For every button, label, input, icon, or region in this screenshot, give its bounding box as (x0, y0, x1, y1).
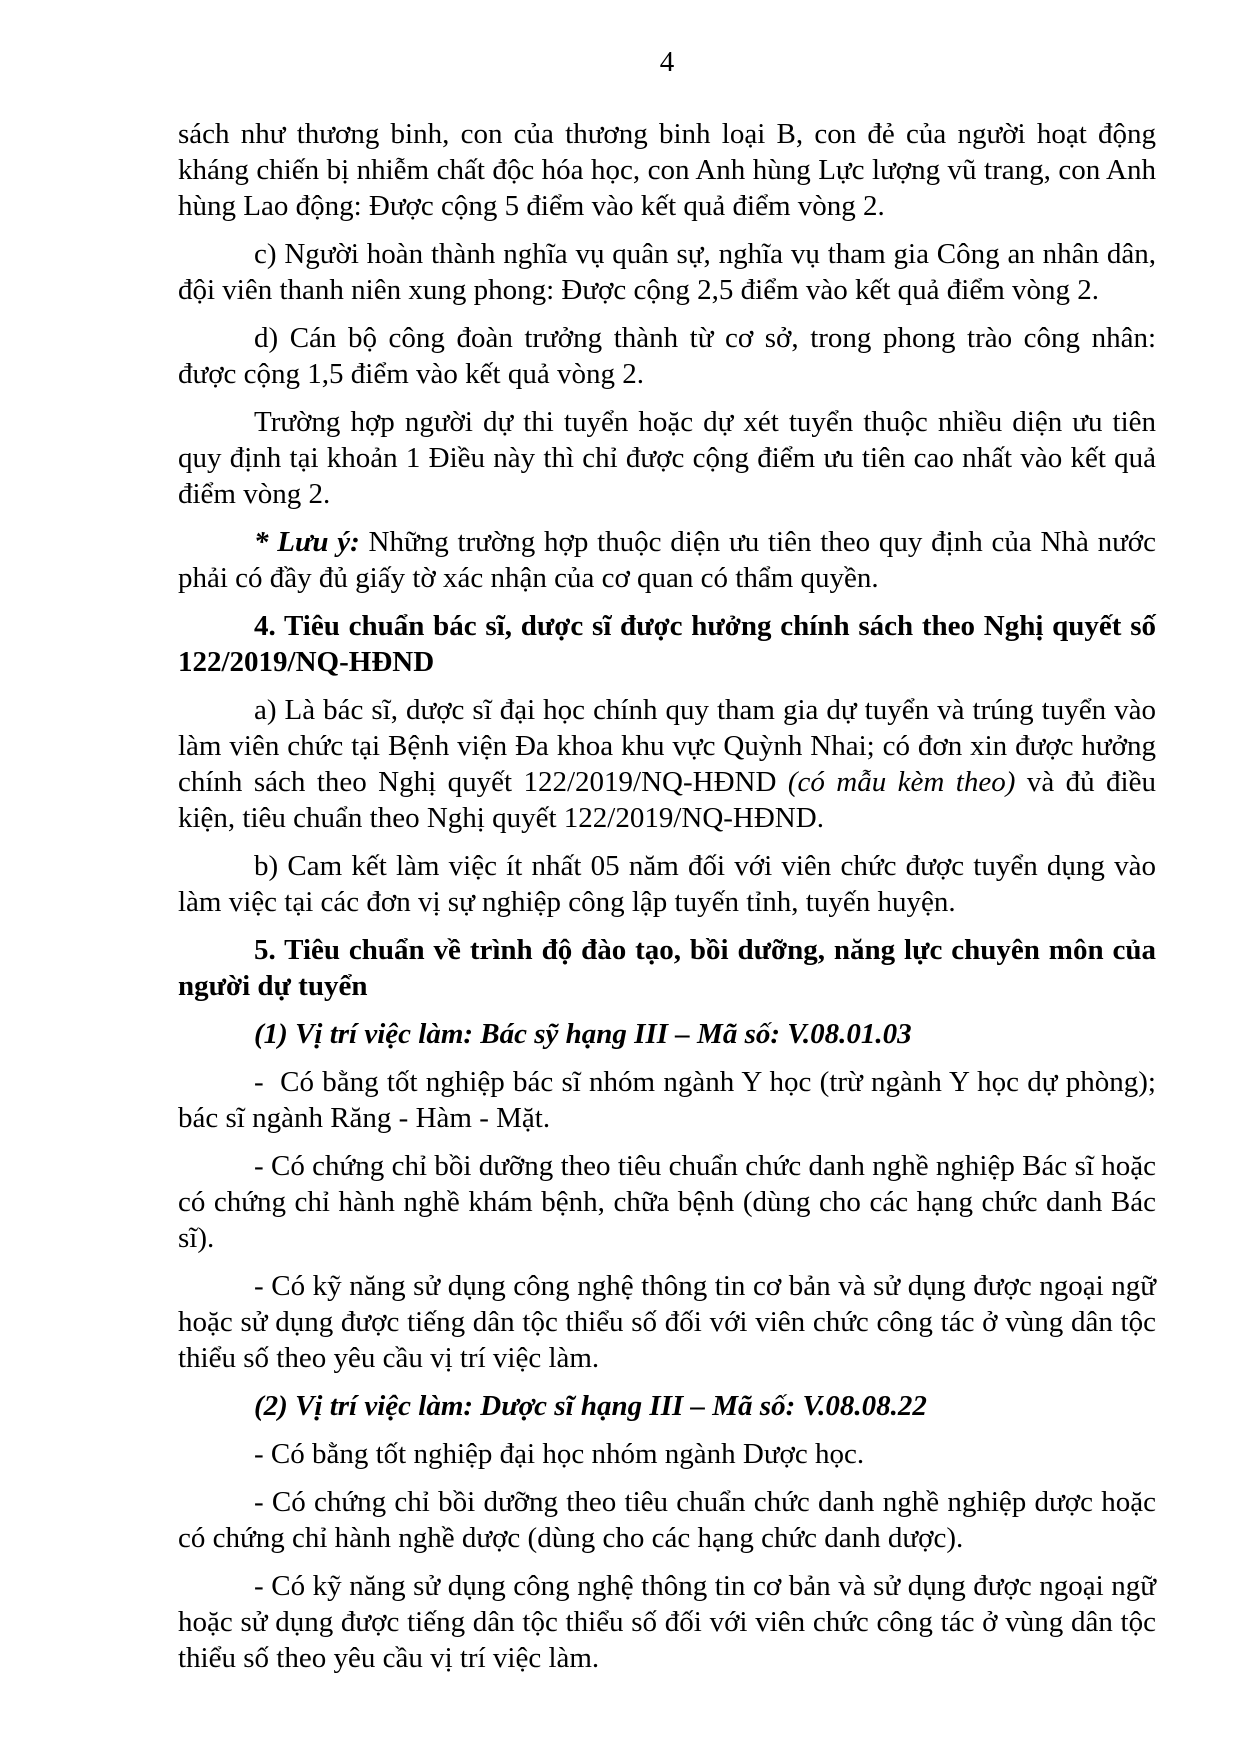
bullet-doctor-it-language: - Có kỹ năng sử dụng công nghệ thông tin cơ bản và sử dụng được ngoại ngữ hoặc sử dụng được tiếng dân tộc thiểu số đối với viên chức công tác ở vùng dân tộc thiểu số theo yêu cầu vị trí việc làm. (178, 1270, 1156, 1374)
bullet-pharmacist-certificate: - Có chứng chỉ bồi dưỡng theo tiêu chuẩn chức danh nghề nghiệp dược hoặc có chứng chỉ hành nghề dược (dùng cho các hạng chức danh dược). (178, 1486, 1156, 1554)
bullet-pharmacist-degree: - Có bằng tốt nghiệp đại học nhóm ngành Dược học. (254, 1438, 865, 1470)
paragraph-note (178, 524, 1156, 596)
heading-position-2-pharmacist: (2) Vị trí việc làm: Dược sĩ hạng III – Mã số: V.08.08.22 (254, 1390, 927, 1422)
paragraph-4a-text-1: a) Là bác sĩ, dược sĩ đại học chính quy tham gia dự tuyển và trúng tuyển vào làm viên chức tại Bệnh viện Đa khoa khu vực Quỳnh Nhai; có đơn xin được hưởng chính sách theo Nghị quyết 122/2019/NQ-HĐND (178, 694, 1156, 798)
paragraph-point-c: c) Người hoàn thành nghĩa vụ quân sự, nghĩa vụ tham gia Công an nhân dân, đội viên thanh niên xung phong: Được cộng 2,5 điểm vào kết quả điểm vòng 2. (178, 238, 1156, 306)
document-body (178, 116, 1156, 1676)
heading-section-4: 4. Tiêu chuẩn bác sĩ, dược sĩ được hưởng chính sách theo Nghị quyết số 122/2019/NQ-HĐND (178, 610, 1156, 678)
paragraph-priority-highest: Trường hợp người dự thi tuyển hoặc dự xét tuyển thuộc nhiều diện ưu tiên quy định tại khoản 1 Điều này thì chỉ được cộng điểm ưu tiên cao nhất vào kết quả điểm vòng 2. (178, 406, 1156, 510)
bullet-pharmacist-it-language: - Có kỹ năng sử dụng công nghệ thông tin cơ bản và sử dụng được ngoại ngữ hoặc sử dụng được tiếng dân tộc thiểu số đối với viên chức công tác ở vùng dân tộc thiểu số theo yêu cầu vị trí việc làm. (178, 1570, 1156, 1674)
note-text: Những trường hợp thuộc diện ưu tiên theo quy định của Nhà nước phải có đầy đủ giấy tờ xác nhận của cơ quan có thẩm quyền. (178, 526, 1157, 594)
bullet-doctor-certificate: - Có chứng chỉ bồi dưỡng theo tiêu chuẩn chức danh nghề nghiệp Bác sĩ hoặc có chứng chỉ hành nghề khám bệnh, chữa bệnh (dùng cho các hạng chức danh Bác sĩ). (178, 1150, 1156, 1254)
heading-section-5: 5. Tiêu chuẩn về trình độ đào tạo, bồi dưỡng, năng lực chuyên môn của người dự tuyển (178, 934, 1156, 1002)
bullet-doctor-degree: - Có bằng tốt nghiệp bác sĩ nhóm ngành Y học (trừ ngành Y học dự phòng); bác sĩ ngành Răng - Hàm - Mặt. (178, 1066, 1156, 1134)
paragraph-4a-italic-note: (có mẫu kèm theo) (787, 766, 1016, 798)
page-number: 4 (659, 46, 675, 78)
paragraph-4a-text-2: và đủ điều kiện, tiêu chuẩn theo Nghị quyết 122/2019/NQ-HĐND. (178, 766, 1156, 834)
paragraph-point-d: d) Cán bộ công đoàn trưởng thành từ cơ sở, trong phong trào công nhân: được cộng 1,5 điểm vào kết quả vòng 2. (178, 322, 1156, 390)
paragraph-priority-continuation: sách như thương binh, con của thương binh loại B, con đẻ của người hoạt động kháng chiến bị nhiễm chất độc hóa học, con Anh hùng Lực lượng vũ trang, con Anh hùng Lao động: Được cộng 5 điểm vào kết quả điểm vòng 2. (178, 118, 1156, 222)
heading-position-1-doctor: (1) Vị trí việc làm: Bác sỹ hạng III – Mã số: V.08.01.03 (254, 1018, 912, 1050)
paragraph-4a (178, 692, 1156, 836)
paragraph-4b: b) Cam kết làm việc ít nhất 05 năm đối với viên chức được tuyển dụng vào làm việc tại các đơn vị sự nghiệp công lập tuyến tỉnh, tuyến huyện. (178, 850, 1156, 918)
note-label: * Lưu ý: (254, 526, 360, 558)
